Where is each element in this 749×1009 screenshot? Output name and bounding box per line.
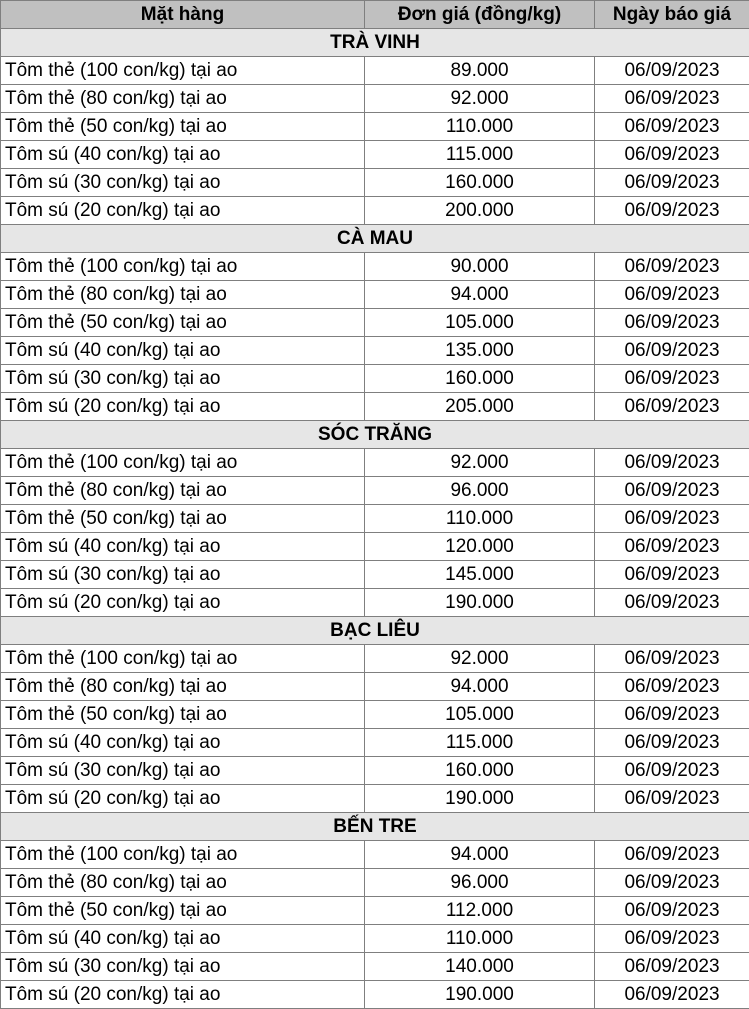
- province-name: BẠC LIÊU: [1, 617, 749, 645]
- table-row: [1, 785, 749, 813]
- date-cell: 06/09/2023: [595, 785, 749, 813]
- price-cell: 92.000: [365, 645, 595, 673]
- item-cell: Tôm sú (40 con/kg) tại ao: [1, 533, 365, 561]
- table-row: [1, 701, 749, 729]
- table-row: [1, 925, 749, 953]
- date-cell: 06/09/2023: [595, 729, 749, 757]
- table-row: [1, 309, 749, 337]
- table-row: [1, 57, 749, 85]
- date-cell: 06/09/2023: [595, 953, 749, 981]
- table-row: [1, 337, 749, 365]
- price-cell: 190.000: [365, 785, 595, 813]
- item-cell: Tôm sú (30 con/kg) tại ao: [1, 169, 365, 197]
- province-name: CÀ MAU: [1, 225, 749, 253]
- table-row: [1, 729, 749, 757]
- item-cell: Tôm thẻ (50 con/kg) tại ao: [1, 897, 365, 925]
- table-row: [1, 85, 749, 113]
- province-group-row: [1, 225, 749, 253]
- date-cell: 06/09/2023: [595, 309, 749, 337]
- price-cell: 92.000: [365, 449, 595, 477]
- province-name: BẾN TRE: [1, 813, 749, 841]
- date-cell: 06/09/2023: [595, 113, 749, 141]
- item-cell: Tôm sú (20 con/kg) tại ao: [1, 589, 365, 617]
- date-cell: 06/09/2023: [595, 869, 749, 897]
- item-cell: Tôm thẻ (100 con/kg) tại ao: [1, 253, 365, 281]
- table-row: [1, 645, 749, 673]
- price-cell: 96.000: [365, 477, 595, 505]
- date-cell: 06/09/2023: [595, 561, 749, 589]
- table-row: [1, 393, 749, 421]
- date-cell: 06/09/2023: [595, 449, 749, 477]
- province-name: TRÀ VINH: [1, 29, 749, 57]
- date-cell: 06/09/2023: [595, 757, 749, 785]
- date-cell: 06/09/2023: [595, 505, 749, 533]
- table-body: [1, 29, 749, 1009]
- item-cell: Tôm sú (20 con/kg) tại ao: [1, 785, 365, 813]
- table-row: [1, 673, 749, 701]
- item-cell: Tôm thẻ (50 con/kg) tại ao: [1, 505, 365, 533]
- table-row: [1, 141, 749, 169]
- price-cell: 94.000: [365, 281, 595, 309]
- price-cell: 160.000: [365, 365, 595, 393]
- table-row: [1, 561, 749, 589]
- table-row: [1, 169, 749, 197]
- item-cell: Tôm thẻ (80 con/kg) tại ao: [1, 673, 365, 701]
- item-cell: Tôm thẻ (100 con/kg) tại ao: [1, 645, 365, 673]
- item-cell: Tôm thẻ (80 con/kg) tại ao: [1, 869, 365, 897]
- table-row: [1, 477, 749, 505]
- date-cell: 06/09/2023: [595, 169, 749, 197]
- date-cell: 06/09/2023: [595, 701, 749, 729]
- price-cell: 190.000: [365, 589, 595, 617]
- price-cell: 110.000: [365, 925, 595, 953]
- date-cell: 06/09/2023: [595, 841, 749, 869]
- date-cell: 06/09/2023: [595, 85, 749, 113]
- table-row: [1, 365, 749, 393]
- date-cell: 06/09/2023: [595, 141, 749, 169]
- table-row: [1, 589, 749, 617]
- date-cell: 06/09/2023: [595, 645, 749, 673]
- price-cell: 105.000: [365, 309, 595, 337]
- item-cell: Tôm sú (40 con/kg) tại ao: [1, 337, 365, 365]
- item-cell: Tôm sú (30 con/kg) tại ao: [1, 757, 365, 785]
- date-cell: 06/09/2023: [595, 281, 749, 309]
- price-cell: 145.000: [365, 561, 595, 589]
- item-cell: Tôm sú (20 con/kg) tại ao: [1, 981, 365, 1009]
- table-row: [1, 533, 749, 561]
- date-cell: 06/09/2023: [595, 897, 749, 925]
- table-row: [1, 197, 749, 225]
- table-row: [1, 253, 749, 281]
- item-cell: Tôm sú (30 con/kg) tại ao: [1, 953, 365, 981]
- column-header-item: Mặt hàng: [1, 1, 365, 29]
- price-cell: 160.000: [365, 169, 595, 197]
- table-row: [1, 841, 749, 869]
- price-cell: 96.000: [365, 869, 595, 897]
- province-group-row: [1, 813, 749, 841]
- date-cell: 06/09/2023: [595, 393, 749, 421]
- date-cell: 06/09/2023: [595, 533, 749, 561]
- table-row: [1, 113, 749, 141]
- price-cell: 160.000: [365, 757, 595, 785]
- date-cell: 06/09/2023: [595, 673, 749, 701]
- item-cell: Tôm sú (20 con/kg) tại ao: [1, 197, 365, 225]
- item-cell: Tôm sú (30 con/kg) tại ao: [1, 365, 365, 393]
- item-cell: Tôm thẻ (50 con/kg) tại ao: [1, 113, 365, 141]
- item-cell: Tôm thẻ (50 con/kg) tại ao: [1, 701, 365, 729]
- item-cell: Tôm thẻ (80 con/kg) tại ao: [1, 281, 365, 309]
- item-cell: Tôm thẻ (100 con/kg) tại ao: [1, 57, 365, 85]
- item-cell: Tôm thẻ (80 con/kg) tại ao: [1, 477, 365, 505]
- price-cell: 115.000: [365, 729, 595, 757]
- table-row: [1, 505, 749, 533]
- table-row: [1, 757, 749, 785]
- header-row: [1, 1, 749, 29]
- price-cell: 190.000: [365, 981, 595, 1009]
- item-cell: Tôm thẻ (100 con/kg) tại ao: [1, 841, 365, 869]
- price-cell: 200.000: [365, 197, 595, 225]
- table-row: [1, 281, 749, 309]
- date-cell: 06/09/2023: [595, 253, 749, 281]
- item-cell: Tôm sú (20 con/kg) tại ao: [1, 393, 365, 421]
- price-cell: 90.000: [365, 253, 595, 281]
- price-cell: 115.000: [365, 141, 595, 169]
- item-cell: Tôm sú (30 con/kg) tại ao: [1, 561, 365, 589]
- price-cell: 105.000: [365, 701, 595, 729]
- item-cell: Tôm sú (40 con/kg) tại ao: [1, 925, 365, 953]
- price-cell: 120.000: [365, 533, 595, 561]
- date-cell: 06/09/2023: [595, 197, 749, 225]
- date-cell: 06/09/2023: [595, 477, 749, 505]
- price-cell: 112.000: [365, 897, 595, 925]
- date-cell: 06/09/2023: [595, 925, 749, 953]
- table-row: [1, 897, 749, 925]
- province-name: SÓC TRĂNG: [1, 421, 749, 449]
- table-row: [1, 953, 749, 981]
- table-row: [1, 981, 749, 1009]
- price-cell: 140.000: [365, 953, 595, 981]
- price-cell: 110.000: [365, 505, 595, 533]
- date-cell: 06/09/2023: [595, 981, 749, 1009]
- price-cell: 205.000: [365, 393, 595, 421]
- date-cell: 06/09/2023: [595, 337, 749, 365]
- item-cell: Tôm thẻ (100 con/kg) tại ao: [1, 449, 365, 477]
- province-group-row: [1, 29, 749, 57]
- item-cell: Tôm sú (40 con/kg) tại ao: [1, 729, 365, 757]
- table-row: [1, 869, 749, 897]
- date-cell: 06/09/2023: [595, 57, 749, 85]
- province-group-row: [1, 617, 749, 645]
- column-header-date: Ngày báo giá: [595, 1, 749, 29]
- item-cell: Tôm thẻ (80 con/kg) tại ao: [1, 85, 365, 113]
- date-cell: 06/09/2023: [595, 365, 749, 393]
- province-group-row: [1, 421, 749, 449]
- item-cell: Tôm sú (40 con/kg) tại ao: [1, 141, 365, 169]
- column-header-price: Đơn giá (đồng/kg): [365, 1, 595, 29]
- price-cell: 92.000: [365, 85, 595, 113]
- price-cell: 94.000: [365, 841, 595, 869]
- price-cell: 89.000: [365, 57, 595, 85]
- table-row: [1, 449, 749, 477]
- date-cell: 06/09/2023: [595, 589, 749, 617]
- price-cell: 135.000: [365, 337, 595, 365]
- item-cell: Tôm thẻ (50 con/kg) tại ao: [1, 309, 365, 337]
- price-cell: 94.000: [365, 673, 595, 701]
- price-cell: 110.000: [365, 113, 595, 141]
